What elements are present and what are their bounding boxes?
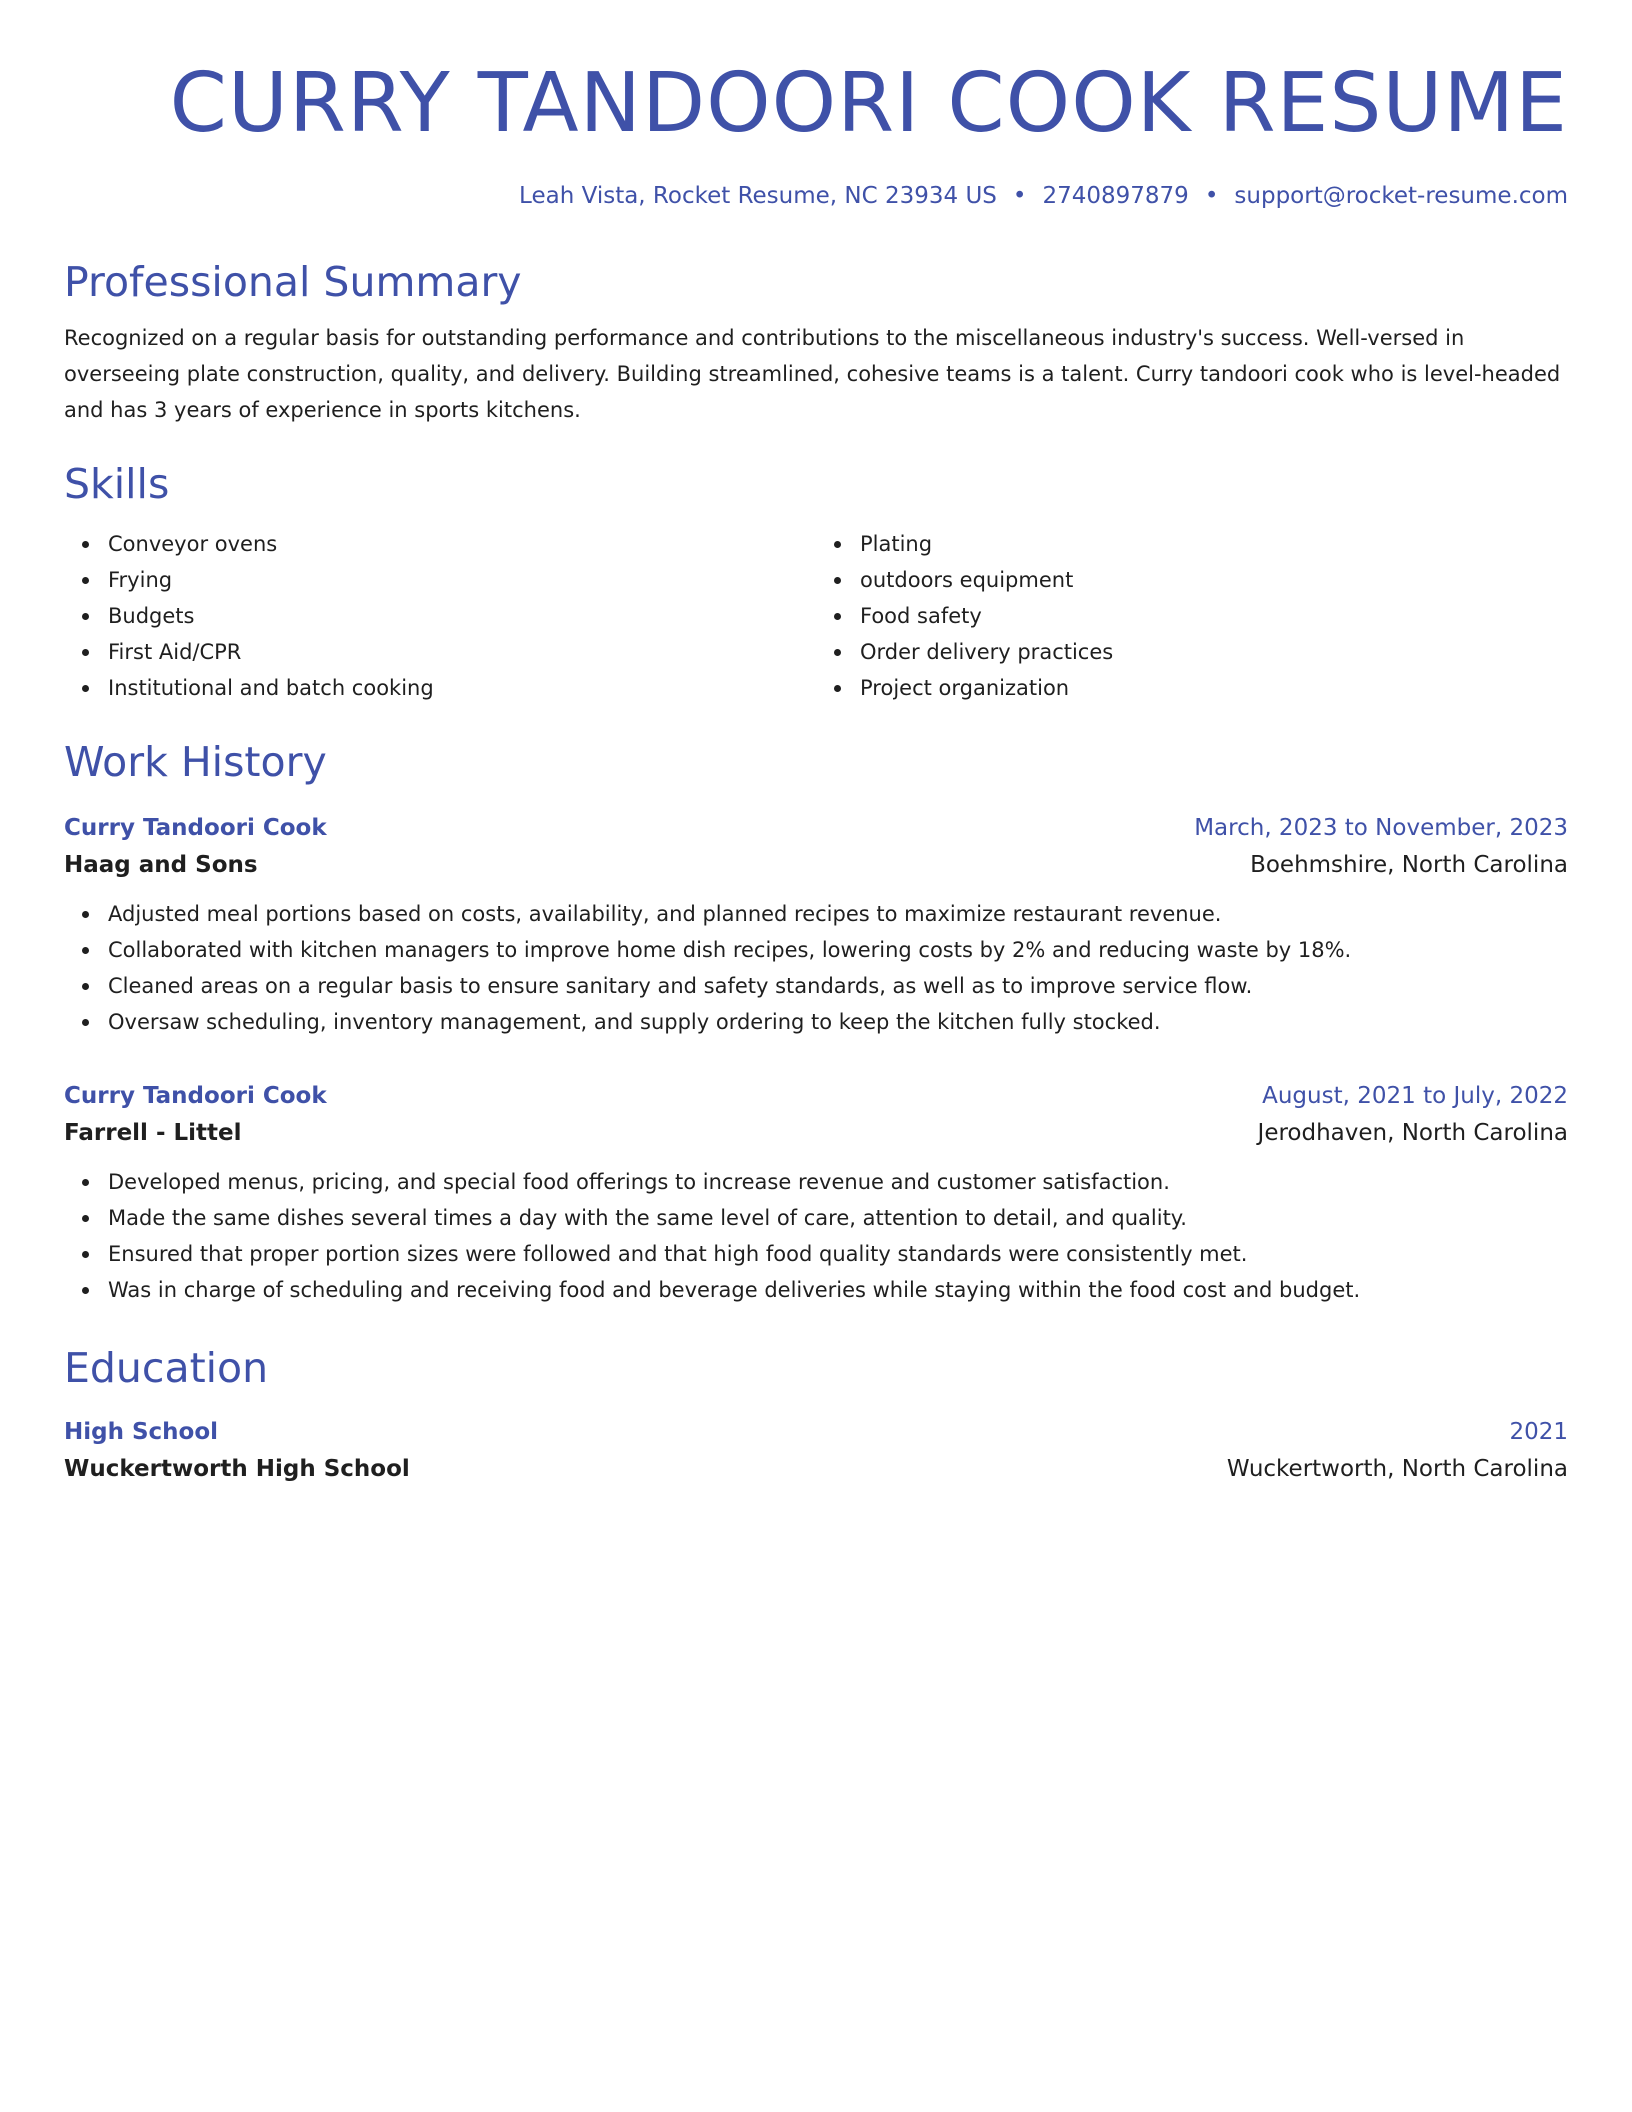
education-header-row: [64, 1414, 1568, 1450]
job-employer: Farrell - Littel: [64, 1120, 242, 1146]
work-history-section: [64, 736, 1568, 1308]
skill-item: Order delivery practices: [860, 634, 1568, 670]
job-dates: March, 2023 to November, 2023: [1194, 815, 1568, 841]
job-bullet: Ensured that proper portion sizes were followed and that high food quality standards were consistently met.: [108, 1236, 1568, 1272]
section-heading-skills: Skills: [64, 460, 170, 508]
job-header-row: [64, 810, 1568, 846]
job-entry: [64, 1078, 1568, 1308]
education-section: [64, 1342, 1568, 1488]
skill-item: Plating: [860, 526, 1568, 562]
job-bullet: Developed menus, pricing, and special food offerings to increase revenue and customer satisfaction.: [108, 1164, 1568, 1200]
job-employer-row: [64, 846, 1568, 884]
section-heading-education: Education: [64, 1344, 269, 1392]
skill-item: outdoors equipment: [860, 562, 1568, 598]
education-entry: [64, 1414, 1568, 1488]
contact-separator: •: [1204, 183, 1219, 209]
job-dates: August, 2021 to July, 2022: [1262, 1083, 1568, 1109]
skills-column-left: [64, 526, 816, 706]
contact-separator: •: [1012, 183, 1027, 209]
education-school: Wuckertworth High School: [64, 1456, 410, 1482]
job-bullet: Oversaw scheduling, inventory management, and supply ordering to keep the kitchen fully stocked.: [108, 1004, 1568, 1040]
contact-address: Leah Vista, Rocket Resume, NC 23934 US: [519, 183, 997, 209]
job-bullet: Adjusted meal portions based on costs, availability, and planned recipes to maximize restaurant revenue.: [108, 896, 1568, 932]
skills-section: [64, 458, 1568, 706]
contact-line: [64, 180, 1568, 212]
job-bullet: Cleaned areas on a regular basis to ensure sanitary and safety standards, as well as to improve service flow.: [108, 968, 1568, 1004]
skill-item: Frying: [108, 562, 816, 598]
skills-grid: [64, 526, 1568, 706]
job-bullet: Was in charge of scheduling and receiving food and beverage deliveries while staying within the food cost and budget.: [108, 1272, 1568, 1308]
job-title: Curry Tandoori Cook: [64, 815, 327, 841]
job-employer-row: [64, 1114, 1568, 1152]
job-bullets: [64, 1164, 1568, 1308]
education-location: Wuckertworth, North Carolina: [1226, 1456, 1568, 1482]
section-heading-work-history: Work History: [64, 738, 327, 786]
job-header-row: [64, 1078, 1568, 1114]
job-bullet: Made the same dishes several times a day with the same level of care, attention to detail, and quality.: [108, 1200, 1568, 1236]
resume-header: [64, 56, 1568, 212]
job-employer: Haag and Sons: [64, 852, 258, 878]
skill-item: Budgets: [108, 598, 816, 634]
contact-phone: 2740897879: [1042, 183, 1189, 209]
skill-item: Institutional and batch cooking: [108, 670, 816, 706]
section-heading-summary: Professional Summary: [64, 258, 522, 306]
skill-item: Food safety: [860, 598, 1568, 634]
education-degree: High School: [64, 1419, 219, 1445]
professional-summary-section: [64, 256, 1568, 428]
education-school-row: [64, 1450, 1568, 1488]
job-location: Jerodhaven, North Carolina: [1257, 1120, 1568, 1146]
skill-item: First Aid/CPR: [108, 634, 816, 670]
skill-item: Conveyor ovens: [108, 526, 816, 562]
job-title: Curry Tandoori Cook: [64, 1083, 327, 1109]
resume-title: CURRY TANDOORI COOK RESUME: [169, 56, 1568, 151]
job-bullets: [64, 896, 1568, 1040]
summary-text: Recognized on a regular basis for outstanding performance and contributions to the miscellaneous industry's success. Well-versed in overseeing plate construction, quality, and delivery. Building streamlined, cohesive teams is a talent. Curry tandoori cook who is level-headed and has 3 years of experience in sports kitchens.: [64, 326, 1561, 422]
skill-item: Project organization: [860, 670, 1568, 706]
education-year: 2021: [1509, 1419, 1568, 1445]
job-bullet: Collaborated with kitchen managers to improve home dish recipes, lowering costs by 2% and reducing waste by 18%.: [108, 932, 1568, 968]
skills-column-right: [816, 526, 1568, 706]
job-location: Boehmshire, North Carolina: [1250, 852, 1568, 878]
job-entry: [64, 810, 1568, 1040]
contact-email[interactable]: support@rocket-resume.com: [1234, 183, 1568, 209]
